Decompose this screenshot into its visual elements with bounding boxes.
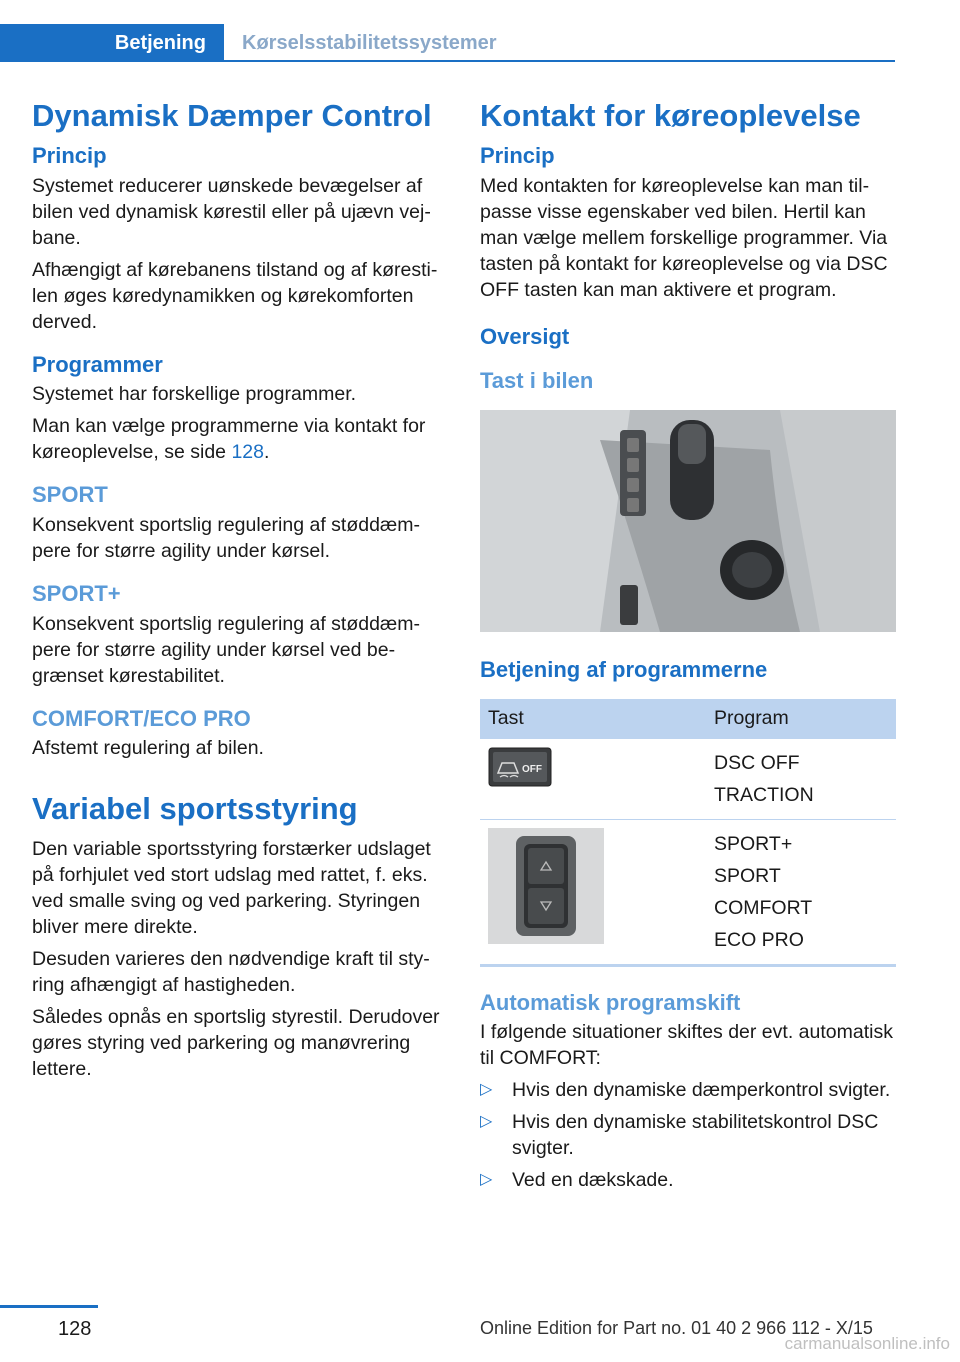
bullet-list [480, 1077, 896, 1193]
svg-text:OFF: OFF [522, 763, 542, 775]
section-title-drive-experience: Kontakt for køreoplevelse [480, 98, 861, 133]
heading-tast-i-bilen: Tast i bilen [480, 368, 594, 394]
triangle-bullet-icon: ▷ [480, 1081, 493, 1099]
page-number: 128 [58, 1318, 92, 1340]
heading-betjening: Betjening af programmerne [480, 657, 768, 683]
heading-auto-program-switch: Automatisk programskift [480, 989, 741, 1015]
paragraph: Konsekvent sportslig regulering af støddæmpere for større agility under kørsel ved begrænset kørestabilitet. [32, 612, 421, 687]
paragraph: Systemet har forskellige programmer. [32, 383, 357, 406]
paragraph: Desuden varieres den nødvendige kraft til styring afhængigt af hastigheden. [32, 947, 430, 996]
section-title-dynamic-damper: Dynamisk Dæmper Control [32, 98, 432, 133]
table-row [480, 819, 896, 965]
page-header [0, 24, 895, 62]
table-cell-program [706, 819, 896, 965]
left-column [32, 96, 450, 1088]
list-item: ▷ Hvis den dynamiske dæmperkontrol svigter. [480, 1079, 891, 1102]
heading-oversigt: Oversigt [480, 323, 570, 349]
dsc-off-button-icon [488, 747, 552, 787]
program-item: SPORT+ [714, 832, 793, 855]
heading-comfort-eco-pro: COMFORT/ECO PRO [32, 705, 251, 731]
program-item: ECO PRO [714, 928, 804, 951]
heading-sport-plus: SPORT+ [32, 581, 121, 607]
table-row [480, 739, 896, 820]
page-link-128[interactable]: 128 [231, 441, 264, 464]
section-title-variable-steering: Variabel sportsstyring [32, 791, 358, 827]
table-cell-program [706, 739, 896, 820]
list-item: ▷ Hvis den dynamiske stabilitetskontrol DSC svigter. [480, 1111, 879, 1160]
table-header-tast: Tast [480, 699, 706, 739]
heading-programmer: Programmer [32, 351, 163, 377]
paragraph: I følgende situationer skiftes der evt. automatisk til COMFORT: [480, 1021, 893, 1070]
table-cell-tast [480, 819, 706, 965]
triangle-bullet-icon: ▷ [480, 1171, 493, 1189]
footer-rule [0, 1305, 98, 1308]
triangle-bullet-icon: ▷ [480, 1113, 493, 1131]
heading-princip: Princip [32, 143, 107, 169]
program-table [480, 699, 896, 967]
paragraph: Med kontakten for køreoplevelse kan man tilpasse visse egenskaber ved bilen. Hertil kan man vælge mellem forskellige programmer. Via tasten på kontakt for køreoplevelse og via DSC OFF tasten kan man aktivere et program. [480, 174, 888, 301]
program-item: DSC OFF [714, 751, 800, 774]
program-item: COMFORT [714, 896, 813, 919]
paragraph: Afstemt regulering af bilen. [32, 737, 264, 760]
table-cell-tast [480, 739, 706, 820]
header-rule [224, 60, 895, 62]
program-item: SPORT [714, 864, 781, 887]
paragraph: Afhængigt af kørebanens tilstand og af kørestilen øges køredynamikken og kørekomforten derved. [32, 258, 438, 333]
watermark: carmanualsonline.info [784, 1334, 950, 1353]
heading-princip: Princip [480, 143, 555, 169]
paragraph: Systemet reducerer uønskede bevægelser af bilen ved dynamisk kørestil eller på ujævn vejbane. [32, 174, 431, 249]
drive-experience-switch-icon [488, 828, 604, 944]
list-item: ▷ Ved en dækskade. [480, 1169, 674, 1192]
paragraph: Den variable sportsstyring forstærker udslaget på forhjulet ved stort udslag med rattet, f. eks. ved smalle sving og ved parkering. Styringen bliver mere direkte. [32, 837, 431, 938]
paragraph-page-ref: Man kan vælge programmerne via kontakt for køreoplevelse, se side 128. [32, 415, 426, 464]
table-header-row [480, 699, 896, 739]
header-section-tab: Betjening [0, 24, 224, 62]
program-item: TRACTION [714, 783, 814, 806]
footer-edition: Online Edition for Part no. 01 40 2 966 112 - X/15 [480, 1318, 873, 1338]
center-console-photo [480, 410, 896, 632]
paragraph: Således opnås en sportslig styrestil. Derudover gøres styring ved parkering og manøvrering lettere. [32, 1005, 440, 1080]
heading-sport: SPORT [32, 482, 108, 508]
paragraph: Konsekvent sportslig regulering af støddæmpere for større agility under kørsel. [32, 514, 421, 563]
header-chapter-tab: Kørselsstabilitetssystemer [242, 31, 497, 54]
right-column [480, 96, 896, 1199]
table-header-program: Program [706, 699, 896, 739]
